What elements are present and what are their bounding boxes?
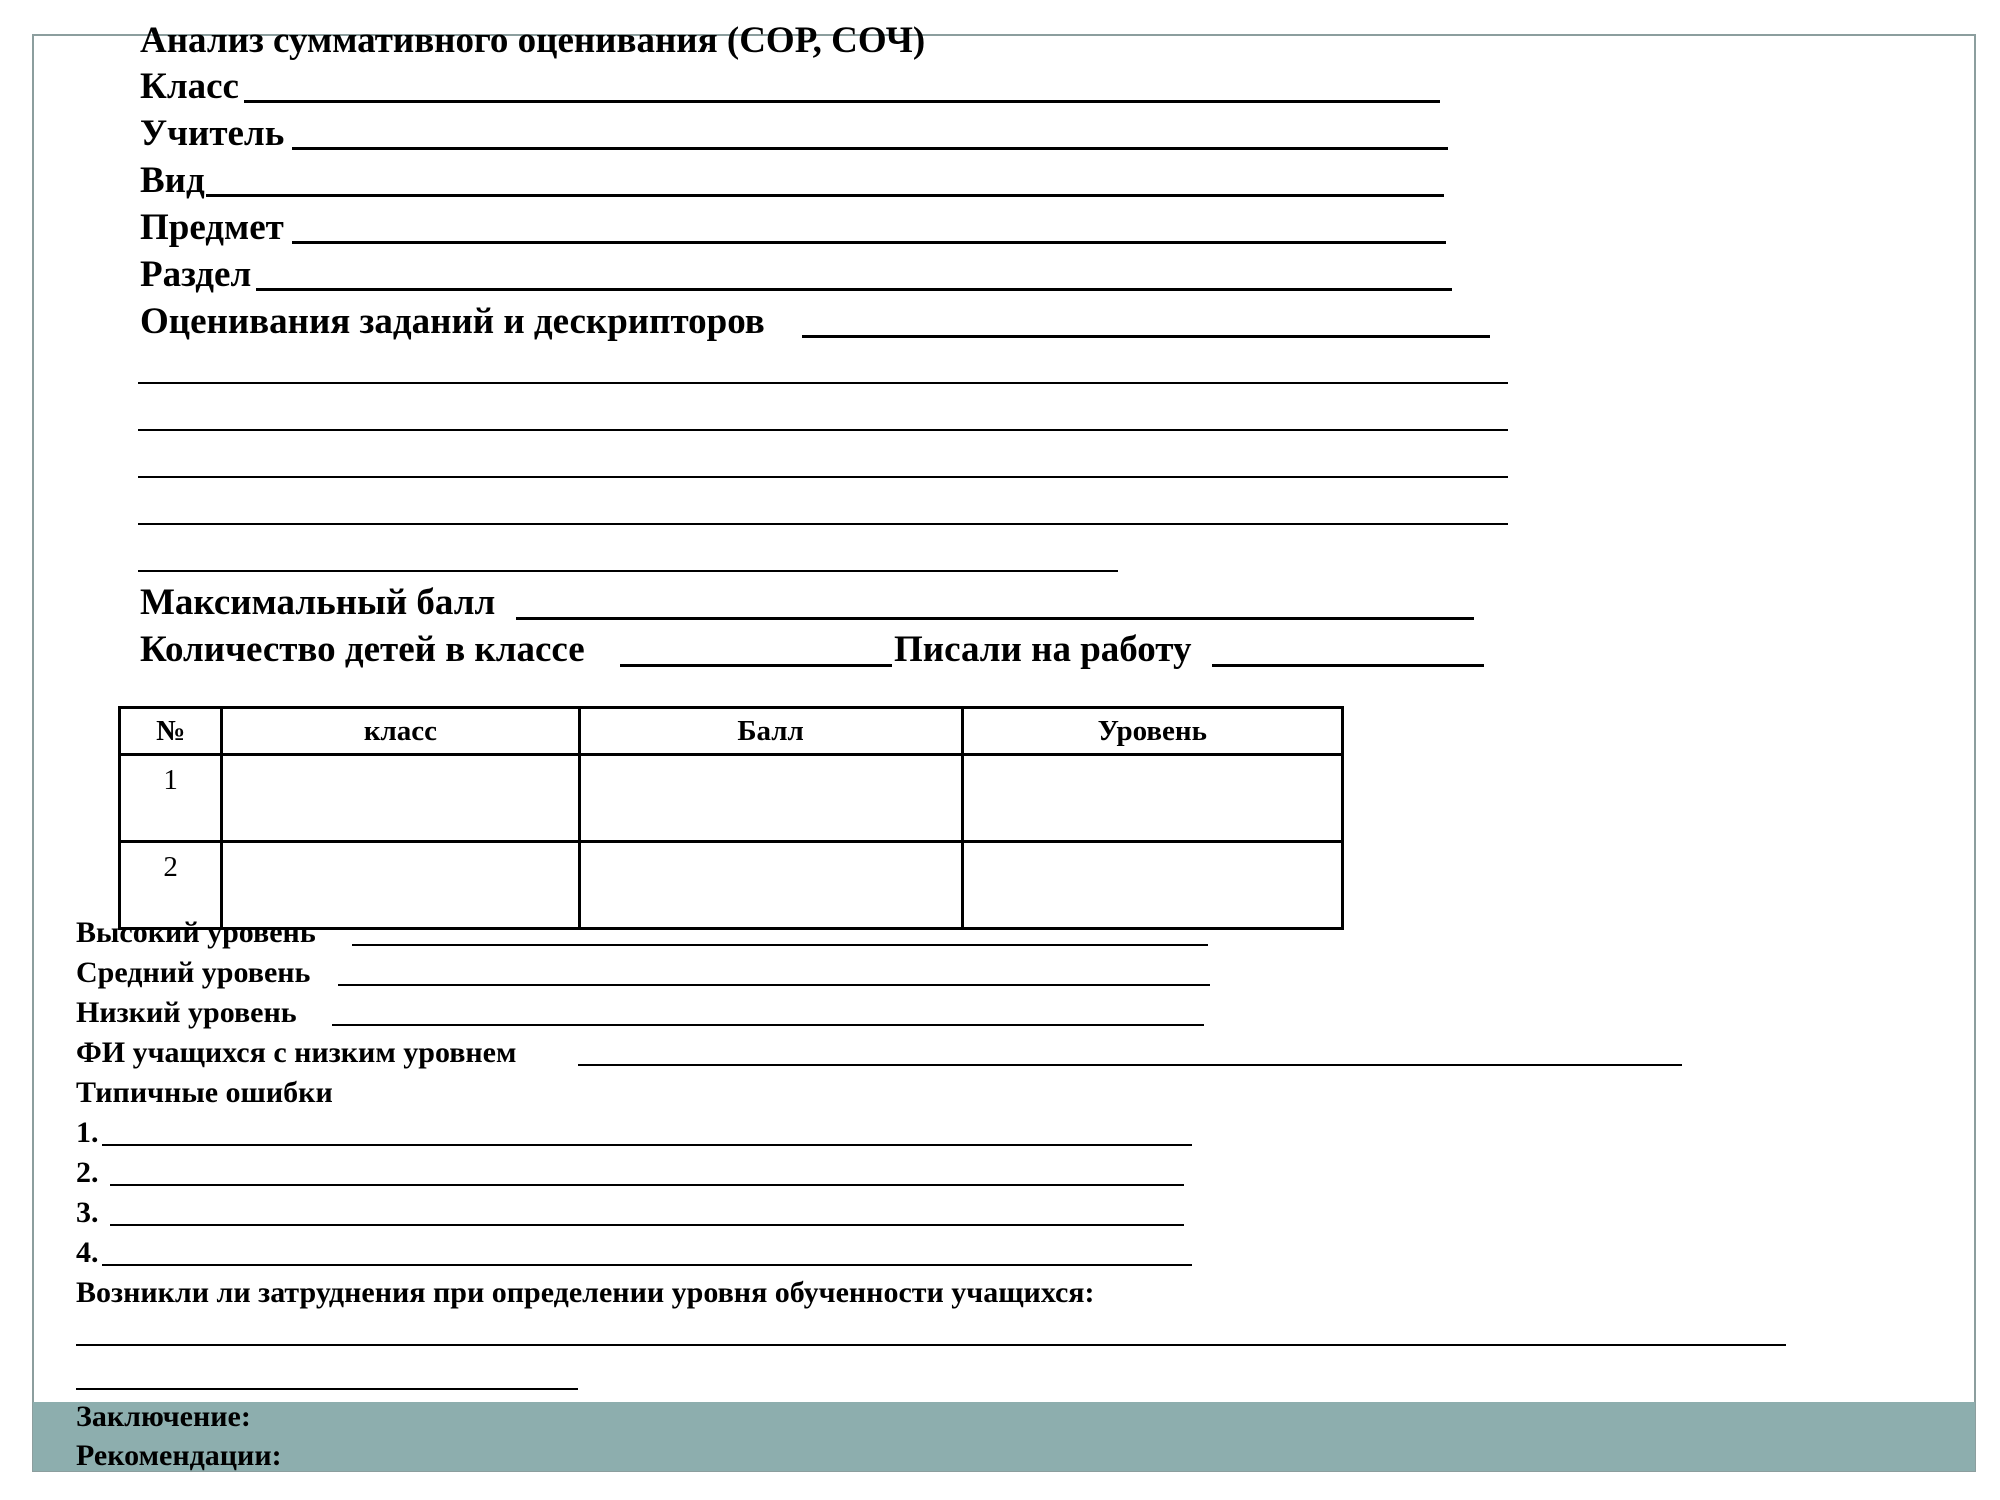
error-item-number: 1.: [76, 1116, 99, 1149]
error-item-field[interactable]: [110, 1184, 1184, 1186]
error-item-number: 3.: [76, 1196, 99, 1229]
tasks-field[interactable]: [802, 335, 1490, 338]
type-field[interactable]: [206, 194, 1444, 197]
footer-band: [33, 1402, 1975, 1471]
row-number: 1: [120, 755, 222, 842]
subject-field[interactable]: [292, 241, 1446, 244]
score-cell[interactable]: [579, 842, 962, 929]
column-header-number: №: [120, 708, 222, 755]
class-label: Класс: [140, 66, 239, 107]
tasks-line-3[interactable]: [138, 476, 1508, 478]
low-students-label: ФИ учащихся с низким уровнем: [76, 1036, 517, 1069]
typical-errors-title: Типичные ошибки: [76, 1076, 333, 1109]
error-item-field[interactable]: [102, 1144, 1192, 1146]
tasks-line-5[interactable]: [138, 570, 1118, 572]
max-score-label: Максимальный балл: [140, 582, 496, 623]
section-label: Раздел: [140, 254, 252, 295]
results-table: [118, 706, 1344, 930]
conclusion-label: Заключение:: [76, 1400, 251, 1433]
table-row: [120, 755, 1343, 842]
subject-label: Предмет: [140, 207, 284, 248]
section-field[interactable]: [256, 288, 1452, 291]
low-students-field[interactable]: [578, 1064, 1682, 1066]
medium-level-field[interactable]: [338, 984, 1210, 986]
low-level-label: Низкий уровень: [76, 996, 297, 1029]
difficulty-answer-line-2[interactable]: [76, 1388, 578, 1390]
students-count-label: Количество детей в классе: [140, 629, 585, 670]
class-cell[interactable]: [222, 755, 579, 842]
teacher-label: Учитель: [140, 113, 285, 154]
difficulty-question: Возникли ли затруднения при определении уровня обученности учащихся:: [76, 1276, 1095, 1309]
wrote-label: Писали на работу: [894, 629, 1192, 670]
low-level-field[interactable]: [332, 1024, 1204, 1026]
class-field[interactable]: [244, 100, 1440, 103]
tasks-line-4[interactable]: [138, 523, 1508, 525]
column-header-score: Балл: [579, 708, 962, 755]
tasks-line-1[interactable]: [138, 382, 1508, 384]
column-header-class: класс: [222, 708, 579, 755]
type-label: Вид: [140, 160, 205, 201]
error-item-number: 4.: [76, 1236, 99, 1269]
score-cell[interactable]: [579, 755, 962, 842]
tasks-label: Оценивания заданий и дескрипторов: [140, 301, 765, 342]
table-header-row: [120, 708, 1343, 755]
high-level-field[interactable]: [352, 944, 1208, 946]
high-level-label: Высокий уровень: [76, 916, 316, 949]
error-item-number: 2.: [76, 1156, 99, 1189]
tasks-line-2[interactable]: [138, 429, 1508, 431]
students-count-field[interactable]: [620, 664, 892, 667]
error-item-field[interactable]: [110, 1224, 1184, 1226]
teacher-field[interactable]: [292, 147, 1448, 150]
medium-level-label: Средний уровень: [76, 956, 311, 989]
max-score-field[interactable]: [516, 617, 1474, 620]
document-title: Анализ суммативного оценивания (СОР, СОЧ): [140, 20, 926, 61]
error-item-field[interactable]: [102, 1264, 1192, 1266]
difficulty-answer-line-1[interactable]: [76, 1344, 1786, 1346]
row-number: 2: [120, 842, 222, 929]
recommendations-label: Рекомендации:: [76, 1439, 282, 1472]
wrote-field[interactable]: [1212, 664, 1484, 667]
level-cell[interactable]: [962, 755, 1342, 842]
column-header-level: Уровень: [962, 708, 1342, 755]
level-cell[interactable]: [962, 842, 1342, 929]
